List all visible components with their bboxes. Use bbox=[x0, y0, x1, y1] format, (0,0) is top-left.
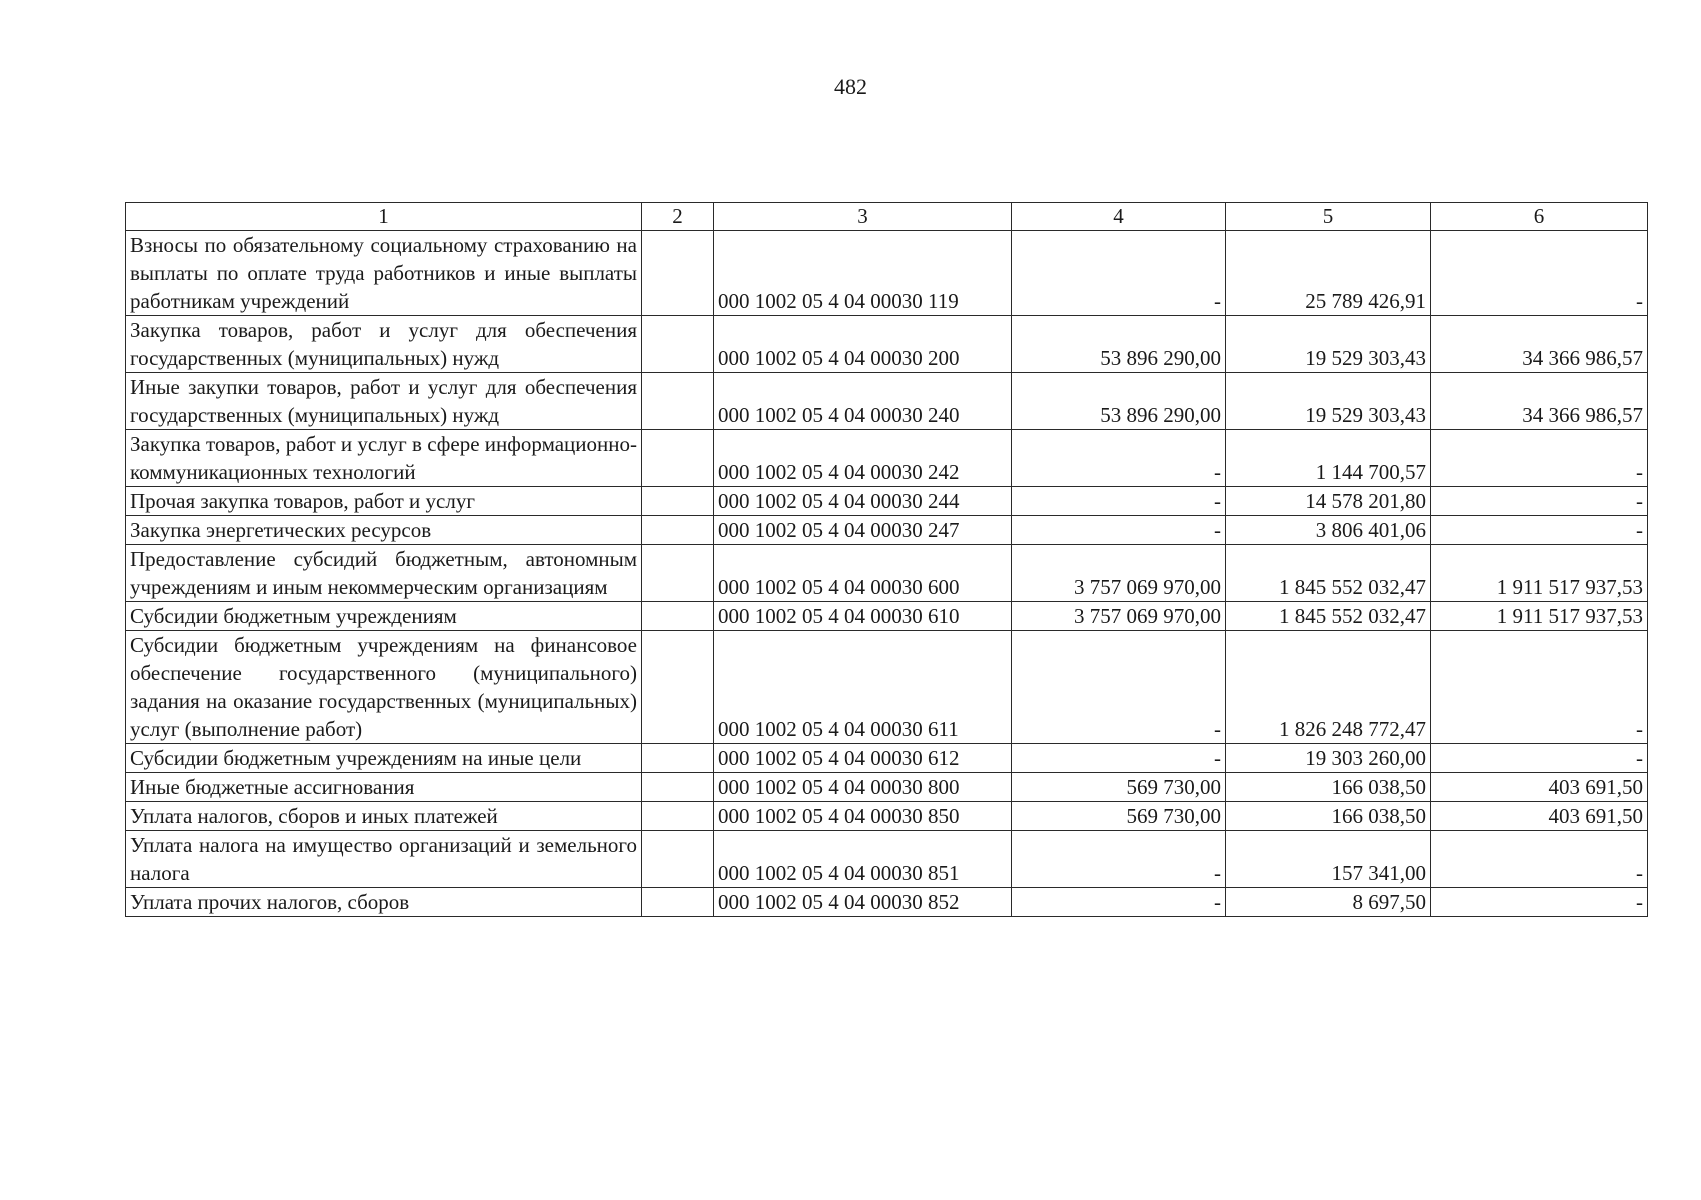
row-col6: - bbox=[1431, 631, 1648, 744]
table-row bbox=[126, 545, 1648, 602]
page-number: 482 bbox=[834, 74, 867, 99]
row-col4: - bbox=[1012, 516, 1226, 545]
row-col2 bbox=[642, 545, 714, 602]
row-col4: 569 730,00 bbox=[1012, 802, 1226, 831]
row-col4: 3 757 069 970,00 bbox=[1012, 602, 1226, 631]
row-col5: 3 806 401,06 bbox=[1226, 516, 1431, 545]
table-row bbox=[126, 430, 1648, 487]
row-code: 000 1002 05 4 04 00030 612 bbox=[714, 744, 1012, 773]
table-row bbox=[126, 631, 1648, 744]
row-code: 000 1002 05 4 04 00030 850 bbox=[714, 802, 1012, 831]
row-code: 000 1002 05 4 04 00030 240 bbox=[714, 373, 1012, 430]
row-col5: 19 529 303,43 bbox=[1226, 316, 1431, 373]
row-code: 000 1002 05 4 04 00030 852 bbox=[714, 888, 1012, 917]
row-col4: - bbox=[1012, 888, 1226, 917]
column-header: 3 bbox=[714, 203, 1012, 231]
column-header: 4 bbox=[1012, 203, 1226, 231]
row-col6: - bbox=[1431, 744, 1648, 773]
row-code: 000 1002 05 4 04 00030 242 bbox=[714, 430, 1012, 487]
row-col5: 157 341,00 bbox=[1226, 831, 1431, 888]
row-code: 000 1002 05 4 04 00030 851 bbox=[714, 831, 1012, 888]
row-col2 bbox=[642, 316, 714, 373]
row-col4: - bbox=[1012, 831, 1226, 888]
row-col4: - bbox=[1012, 430, 1226, 487]
row-col5: 1 845 552 032,47 bbox=[1226, 602, 1431, 631]
table-row bbox=[126, 373, 1648, 430]
row-col2 bbox=[642, 802, 714, 831]
row-col5: 25 789 426,91 bbox=[1226, 231, 1431, 316]
row-col5: 1 144 700,57 bbox=[1226, 430, 1431, 487]
row-col6: 34 366 986,57 bbox=[1431, 316, 1648, 373]
row-name: Субсидии бюджетным учреждениям на финансовое обеспечение государственного (муниципального) задания на оказание государственных (муниципальных) услуг (выполнение работ) bbox=[126, 631, 642, 744]
column-header: 5 bbox=[1226, 203, 1431, 231]
row-code: 000 1002 05 4 04 00030 611 bbox=[714, 631, 1012, 744]
row-code: 000 1002 05 4 04 00030 247 bbox=[714, 516, 1012, 545]
row-code: 000 1002 05 4 04 00030 200 bbox=[714, 316, 1012, 373]
row-col4: - bbox=[1012, 231, 1226, 316]
row-code: 000 1002 05 4 04 00030 610 bbox=[714, 602, 1012, 631]
row-code: 000 1002 05 4 04 00030 800 bbox=[714, 773, 1012, 802]
table-row bbox=[126, 602, 1648, 631]
row-col5: 8 697,50 bbox=[1226, 888, 1431, 917]
row-col5: 19 303 260,00 bbox=[1226, 744, 1431, 773]
table-row bbox=[126, 831, 1648, 888]
row-col2 bbox=[642, 602, 714, 631]
row-name: Уплата прочих налогов, сборов bbox=[126, 888, 642, 917]
row-col6: - bbox=[1431, 231, 1648, 316]
row-col2 bbox=[642, 831, 714, 888]
row-name: Субсидии бюджетным учреждениям на иные цели bbox=[126, 744, 642, 773]
row-name: Закупка товаров, работ и услуг для обеспечения государственных (муниципальных) нужд bbox=[126, 316, 642, 373]
row-col2 bbox=[642, 773, 714, 802]
row-name: Уплата налогов, сборов и иных платежей bbox=[126, 802, 642, 831]
row-name: Взносы по обязательному социальному страхованию на выплаты по оплате труда работников и иные выплаты работникам учреждений bbox=[126, 231, 642, 316]
row-col5: 19 529 303,43 bbox=[1226, 373, 1431, 430]
row-name: Предоставление субсидий бюджетным, автономным учреждениям и иным некоммерческим организациям bbox=[126, 545, 642, 602]
row-name: Иные закупки товаров, работ и услуг для обеспечения государственных (муниципальных) нужд bbox=[126, 373, 642, 430]
row-col2 bbox=[642, 487, 714, 516]
row-name: Иные бюджетные ассигнования bbox=[126, 773, 642, 802]
row-col6: - bbox=[1431, 430, 1648, 487]
row-col6: 403 691,50 bbox=[1431, 773, 1648, 802]
row-col6: 1 911 517 937,53 bbox=[1431, 602, 1648, 631]
row-col6: - bbox=[1431, 487, 1648, 516]
table-row bbox=[126, 744, 1648, 773]
row-col4: 3 757 069 970,00 bbox=[1012, 545, 1226, 602]
row-col2 bbox=[642, 888, 714, 917]
row-col4: - bbox=[1012, 487, 1226, 516]
table-row bbox=[126, 516, 1648, 545]
row-code: 000 1002 05 4 04 00030 119 bbox=[714, 231, 1012, 316]
row-name: Субсидии бюджетным учреждениям bbox=[126, 602, 642, 631]
row-col5: 166 038,50 bbox=[1226, 773, 1431, 802]
row-col4: - bbox=[1012, 744, 1226, 773]
row-col6: 403 691,50 bbox=[1431, 802, 1648, 831]
row-col6: 34 366 986,57 bbox=[1431, 373, 1648, 430]
row-col2 bbox=[642, 373, 714, 430]
column-header: 2 bbox=[642, 203, 714, 231]
budget-table bbox=[125, 202, 1648, 917]
row-name: Уплата налога на имущество организаций и земельного налога bbox=[126, 831, 642, 888]
table-row bbox=[126, 487, 1648, 516]
row-col5: 1 845 552 032,47 bbox=[1226, 545, 1431, 602]
row-col2 bbox=[642, 631, 714, 744]
row-col6: - bbox=[1431, 831, 1648, 888]
row-name: Прочая закупка товаров, работ и услуг bbox=[126, 487, 642, 516]
row-code: 000 1002 05 4 04 00030 600 bbox=[714, 545, 1012, 602]
column-header: 1 bbox=[126, 203, 642, 231]
table-row bbox=[126, 316, 1648, 373]
row-col4: 53 896 290,00 bbox=[1012, 316, 1226, 373]
table-row bbox=[126, 773, 1648, 802]
table-row bbox=[126, 802, 1648, 831]
header-row bbox=[126, 203, 1648, 231]
row-col4: - bbox=[1012, 631, 1226, 744]
row-name: Закупка товаров, работ и услуг в сфере информационно-коммуникационных технологий bbox=[126, 430, 642, 487]
row-col2 bbox=[642, 231, 714, 316]
row-name: Закупка энергетических ресурсов bbox=[126, 516, 642, 545]
row-col5: 1 826 248 772,47 bbox=[1226, 631, 1431, 744]
row-col6: - bbox=[1431, 516, 1648, 545]
row-col5: 14 578 201,80 bbox=[1226, 487, 1431, 516]
row-col4: 53 896 290,00 bbox=[1012, 373, 1226, 430]
row-col6: 1 911 517 937,53 bbox=[1431, 545, 1648, 602]
row-col5: 166 038,50 bbox=[1226, 802, 1431, 831]
row-col2 bbox=[642, 744, 714, 773]
row-code: 000 1002 05 4 04 00030 244 bbox=[714, 487, 1012, 516]
table-row bbox=[126, 888, 1648, 917]
column-header: 6 bbox=[1431, 203, 1648, 231]
row-col2 bbox=[642, 516, 714, 545]
table-row bbox=[126, 231, 1648, 316]
row-col2 bbox=[642, 430, 714, 487]
row-col4: 569 730,00 bbox=[1012, 773, 1226, 802]
row-col6: - bbox=[1431, 888, 1648, 917]
